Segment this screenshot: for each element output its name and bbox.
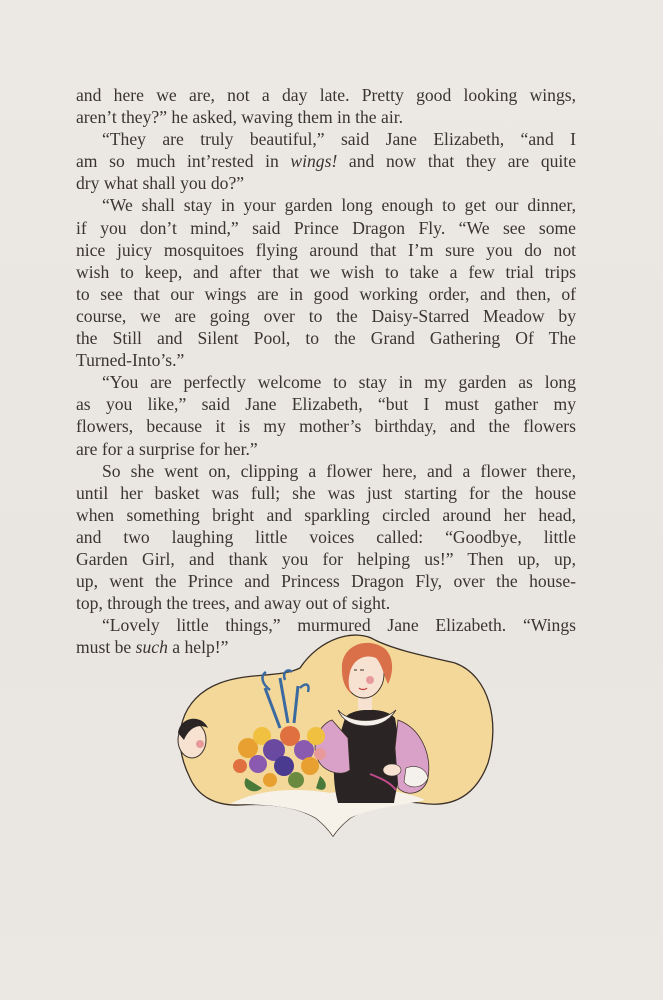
text-line: dry what shall you do?”	[76, 173, 245, 194]
girl-with-flower-bouquet-vignette	[167, 628, 500, 838]
text-line: to see that our wings are in good working order, and then, of	[76, 283, 576, 304]
text-line: Garden Girl, and thank you for helping us!” Then up, up,	[76, 548, 576, 569]
text-line: “We shall stay in your garden long enough to get our dinner,	[102, 195, 576, 216]
text-line: and here we are, not a day late. Pretty good looking wings,	[76, 85, 576, 105]
text-line: are for a surprise for her.”	[76, 438, 258, 459]
text-line: Turned-Into’s.”	[76, 350, 185, 371]
text-line: the Still and Silent Pool, to the Grand Gathering Of The	[76, 328, 576, 349]
text-line: “They are truly beautiful,” said Jane Elizabeth, “and I	[102, 129, 576, 150]
emphasis: such	[135, 637, 168, 658]
text-line: So she went on, clipping a flower here, and a flower there,	[102, 460, 576, 481]
text-line	[76, 150, 576, 172]
text-fragment: must be	[76, 637, 136, 658]
story-text	[76, 84, 576, 658]
text-line: if you don’t mind,” said Prince Dragon Fly. “We see some	[76, 217, 576, 238]
text-line: when something bright and sparkling circled around her head,	[76, 504, 576, 525]
text-line: up, went the Prince and Princess Dragon Fly, over the house-	[76, 571, 576, 592]
emphasis: wings!	[290, 151, 338, 172]
text-line: as you like,” said Jane Elizabeth, “but I must gather my	[76, 394, 576, 415]
text-fragment: a help!”	[167, 637, 229, 658]
text-fragment: and now that they are quite	[337, 151, 577, 172]
text-line: aren’t they?” he asked, waving them in the air.	[76, 107, 403, 128]
text-line: nice juicy mosquitoes flying around that I’m sure you do not	[76, 239, 576, 260]
text-line: “You are perfectly welcome to stay in my garden as long	[102, 372, 576, 393]
text-line: course, we are going over to the Daisy-Starred Meadow by	[76, 305, 576, 326]
text-line: until her basket was full; she was just starting for the house	[76, 482, 576, 503]
text-line: “Lovely little things,” murmured Jane Elizabeth. “Wings	[102, 615, 576, 636]
text-line: and two laughing little voices called: “Goodbye, little	[76, 526, 576, 547]
text-fragment: am so much int’rested in	[76, 151, 291, 172]
text-line: top, through the trees, and away out of sight.	[76, 593, 391, 614]
text-line: wish to keep, and after that we wish to take a few trial trips	[76, 261, 576, 282]
text-line: flowers, because it is my mother’s birthday, and the flowers	[76, 416, 576, 437]
